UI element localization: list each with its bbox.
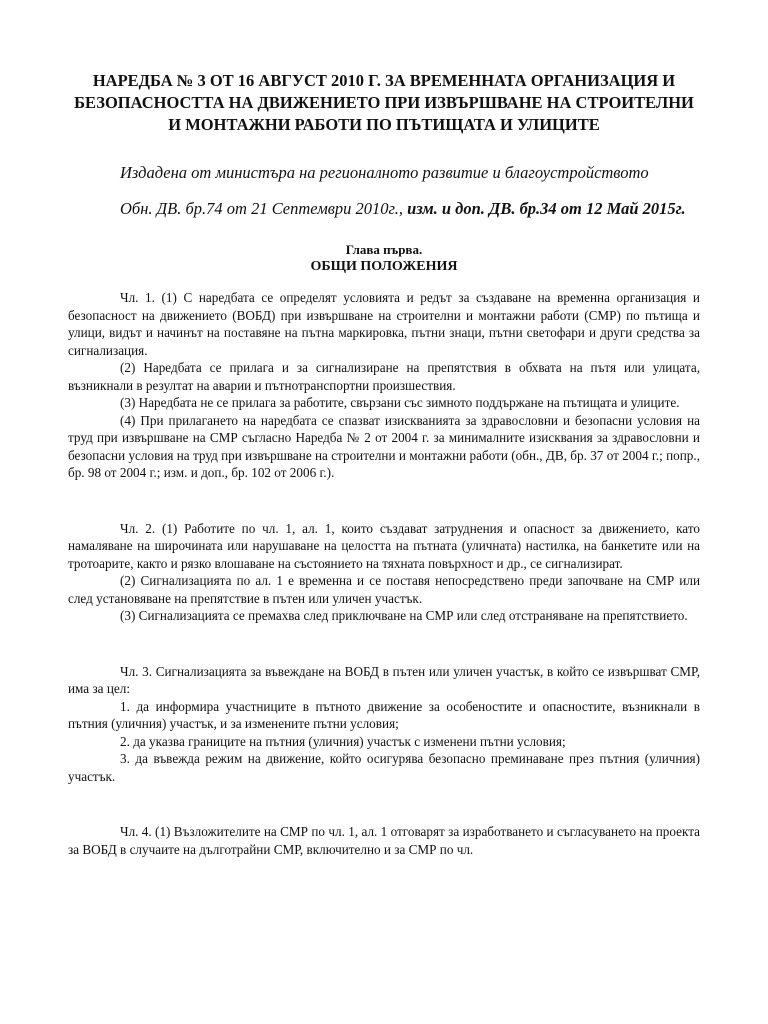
article-paragraph: Чл. 2. (1) Работите по чл. 1, ал. 1, които създават затруднения и опасност за движението, като намаляване на широчината или нарушаване на целостта на пътната (уличната) настилка, на банкетите или на тротоарите, както и рязко влошаване на състоянието на тяхната повърхност и др., се сигнализират. — [68, 520, 700, 571]
article-paragraph: 3. да въвежда режим на движение, който осигурява безопасно преминаване през пътния (уличния) участък. — [68, 751, 700, 784]
spacer — [68, 785, 700, 803]
article-2 — [68, 520, 700, 625]
article-paragraph: (4) При прилагането на наредбата се спазват изискванията за здравословни и безопасни условия на труд при извършване на СМР съгласно Наредба № 2 от 2004 г. за минималните изисквания за здравословни и безопасни условия на труд при извършване на строителни и монтажни работи (обн., ДВ, бр. 37 от 2004 г.; попр., бр. 98 от 2004 г.; изм. и доп., бр. 102 от 2006 г.). — [68, 412, 700, 480]
spacer — [68, 482, 700, 500]
publication-text: Обн. ДВ. бр.74 от 21 Септември 2010г., — [120, 199, 403, 218]
article-paragraph: Чл. 3. Сигнализацията за въвеждане на ВОБД в пътен или уличен участък, в който се извършват СМР, има за цел: — [68, 663, 700, 696]
article-paragraph: (3) Сигнализацията се премахва след приключване на СМР или след отстраняване на препятствието. — [120, 608, 688, 623]
article-paragraph: (2) Наредбата се прилага и за сигнализиране на препятствия в обхвата на пътя или улицата, възникнали в резултат на аварии и пътнотранспортни произшествия. — [68, 360, 700, 393]
spacer — [68, 625, 700, 643]
publication-info — [68, 198, 700, 220]
article-paragraph: Чл. 4. (1) Възложителите на СМР по чл. 1, ал. 1 отговарят за изработването и съгласуването на проекта за ВОБД в случаите на дълготрайни СМР, включително и за СМР по чл. — [68, 824, 700, 857]
article-paragraph: (3) Наредбата не се прилага за работите, свързани със зимното поддържане на пътищата и улиците. — [120, 395, 680, 410]
article-3 — [68, 663, 700, 786]
document-title: НАРЕДБА № 3 ОТ 16 АВГУСТ 2010 Г. ЗА ВРЕМЕННАТА ОРГАНИЗАЦИЯ И БЕЗОПАСНОСТТА НА ДВИЖЕНИЕТО ПРИ ИЗВЪРШВАНЕ НА СТРОИТЕЛНИ И МОНТАЖНИ РАБОТИ ПО ПЪТИЩАТА И УЛИЦИТЕ — [74, 71, 694, 134]
article-paragraph: (2) Сигнализацията по ал. 1 е временна и се поставя непосредствено преди започване на СМР или след установяване на препятствие в пътен или уличен участък. — [68, 573, 700, 606]
article-paragraph: 1. да информира участниците в пътното движение за особеностите и опасностите, възникнали в пътния (уличния) участък, и за изменените пътни условия; — [68, 698, 700, 731]
article-4 — [68, 823, 700, 858]
chapter-label: Глава първа. — [345, 242, 423, 257]
issuer-line: Издадена от министъра на регионалното развитие и благоустройството — [120, 163, 649, 182]
article-paragraph: Чл. 1. (1) С наредбата се определят условията и редът за създаване на временна организация и безопасност на движението (ВОБД) при извършване на строителни и монтажни работи (СМР) по пътища и улици, видът и начинът на поставяне на пътна маркировка, пътни знаци, пътни светофари и други средства за сигнализация. — [68, 290, 700, 358]
article-paragraph: 2. да указва границите на пътния (уличния) участък с изменени пътни условия; — [120, 733, 566, 749]
amendment-text: изм. и доп. ДВ. бр.34 от 12 Май 2015г. — [407, 199, 686, 218]
article-1 — [68, 289, 700, 482]
chapter-name: ОБЩИ ПОЛОЖЕНИЯ — [310, 259, 458, 274]
